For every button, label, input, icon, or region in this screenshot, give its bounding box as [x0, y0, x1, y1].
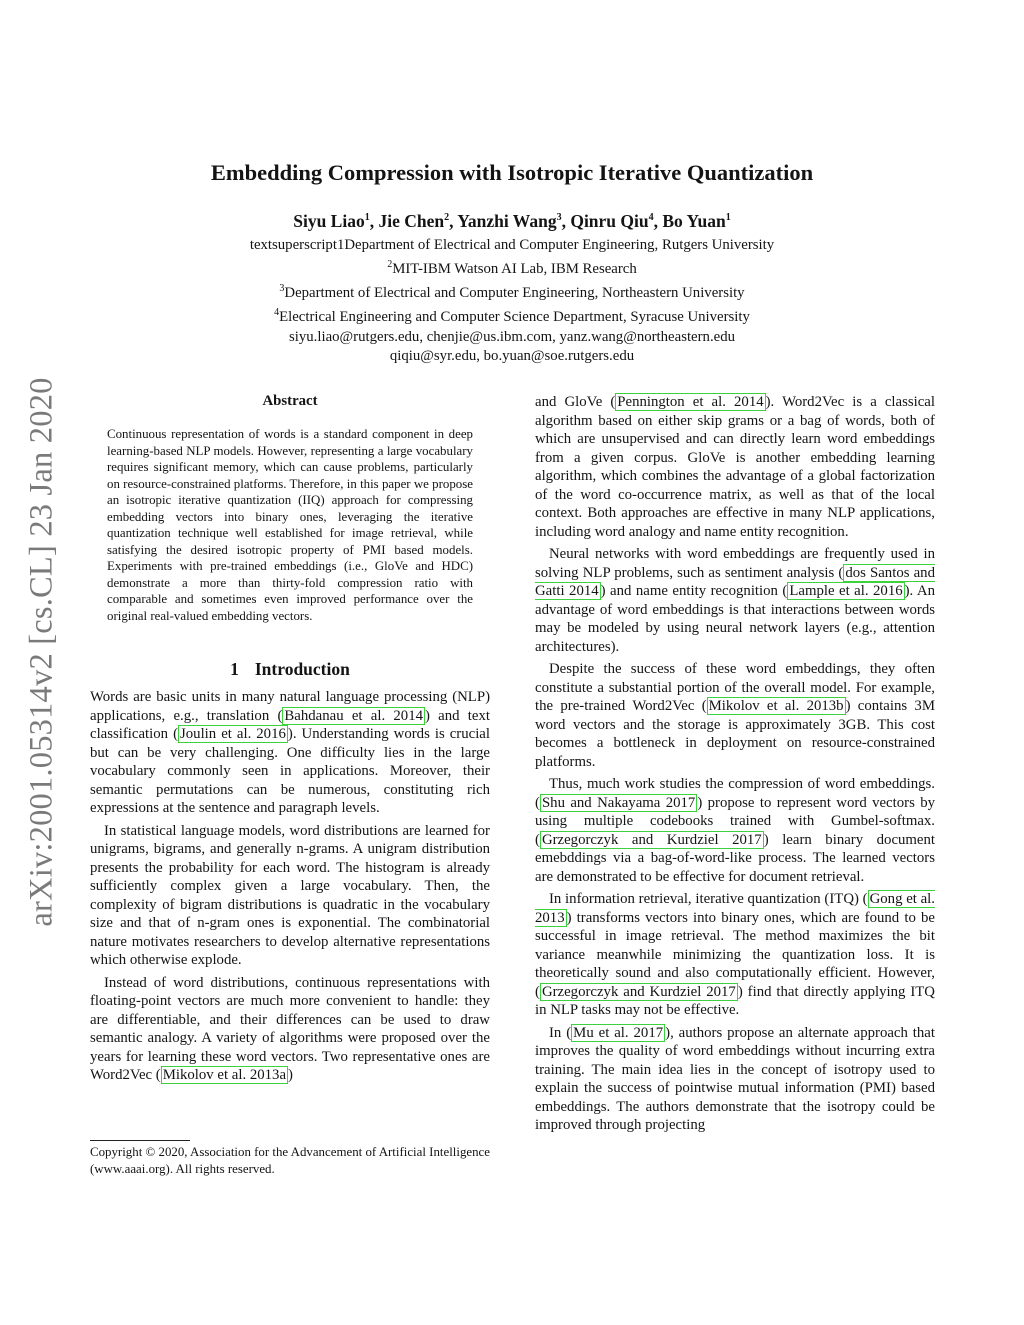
- affiliation-text: Electrical Engineering and Computer Science Department, Syracuse University: [279, 309, 750, 326]
- paragraph-text: In (: [549, 1024, 572, 1041]
- author-name: Bo Yuan: [662, 211, 726, 231]
- author-affiliation-mark: 1: [364, 212, 370, 224]
- author-name: Jie Chen: [378, 211, 445, 231]
- left-body: [90, 688, 490, 1085]
- affiliation-text: siyu.liao@rutgers.edu, chenjie@us.ibm.com, yanz.wang@northeastern.edu: [288, 328, 736, 345]
- paragraph-text: ) find that directly applying ITQ in NLP tasks may not be effective.: [535, 983, 935, 1018]
- author-affiliation-mark: 2: [444, 212, 450, 224]
- arxiv-identifier: arXiv:2001.05314v2 [cs.CL] 23 Jan 2020: [23, 377, 60, 927]
- paragraph-text: ): [288, 1067, 293, 1083]
- affiliation-text: Department of Electrical and Computer Engineering, Northeastern University: [284, 285, 745, 302]
- arxiv-side-label-container: [22, 362, 62, 942]
- citation-link[interactable]: Grzegorczyk and Kurdziel 2017: [541, 831, 762, 848]
- author-separator: ,: [561, 211, 571, 231]
- paragraph-text: ) contains 3M word vectors and the storage is approximately 3GB. This cost becomes a bottleneck in deployment on resource-constrained platforms.: [535, 698, 935, 770]
- author-separator: ,: [653, 211, 663, 231]
- body-paragraph: [535, 775, 935, 886]
- body-paragraph: [535, 660, 935, 771]
- paragraph-text: and GloVe (: [535, 394, 616, 410]
- citation-link[interactable]: Joulin et al. 2016: [180, 726, 286, 742]
- paragraph-text: ). Understanding words is crucial but can be very challenging. One difficulty lies in the large vocabulary commonly seen in applications. Moreover, their semantic permutations can be numerous, constituting rich expressions at the sentence and paragraph levels.: [90, 726, 490, 816]
- body-paragraph: [535, 393, 935, 541]
- paragraph-text: Instead of word distributions, continuous representations with floating-point vectors are much more convenient to handle: they are differentiable, and their differences can be used to draw semantic analogy. A variety of algorithms were proposed over the years for learning these word vectors. Two representative ones are Word2Vec (: [90, 974, 490, 1083]
- paragraph-text: In statistical language models, word distributions are learned for unigrams, bigrams, and generally n-grams. A unigram distribution presents the probability for each word. The histogram is already sufficiently complex given a large vocabulary. Then, the complexity of bigram distributions is quadratic in the vocabulary size and that of n-gram ones is exponential. The combinatorial nature motivates researchers to develop alternative representations which otherwise explode.: [90, 822, 490, 968]
- left-column: [90, 393, 490, 1089]
- body-paragraph: [535, 545, 935, 656]
- paragraph-text: ) and name entity recognition (: [600, 583, 788, 599]
- body-paragraph: [90, 822, 490, 970]
- citation-link[interactable]: Mikolov et al. 2013b: [708, 698, 844, 714]
- citation-link[interactable]: Gong et al. 2013: [535, 891, 935, 926]
- citation-link[interactable]: Mikolov et al. 2013a: [162, 1067, 287, 1083]
- affiliation-line: [0, 279, 1024, 303]
- paragraph-text: ) and text classification (: [90, 707, 490, 742]
- section-heading: [90, 659, 490, 680]
- citation-link[interactable]: Bahdanau et al. 2014: [284, 707, 423, 724]
- affiliation-text: MIT-IBM Watson AI Lab, IBM Research: [392, 261, 637, 278]
- section-title: Introduction: [254, 659, 350, 679]
- author-separator: ,: [449, 211, 458, 231]
- footnote-rule: [90, 1140, 190, 1141]
- affiliation-line: [0, 255, 1024, 279]
- citation-link[interactable]: Mu et al. 2017: [573, 1024, 664, 1041]
- affiliation-list: [0, 236, 1024, 366]
- section-number: 1: [230, 659, 239, 679]
- paragraph-text: Thus, much work studies the compression of word embeddings. (: [535, 776, 935, 811]
- paragraph-text: ) learn binary document emebddings via a bag-of-word-like process. The learned vectors are demonstrated to be effective for document retrieval.: [535, 831, 936, 885]
- paragraph-text: Neural networks with word embeddings are frequently used in solving NLP problems, such as sentiment analysis (: [535, 546, 935, 581]
- affiliation-mark: 3: [279, 283, 285, 295]
- author-list: [0, 211, 1024, 232]
- body-paragraph: [90, 974, 490, 1085]
- author-name: Qinru Qiu: [570, 211, 649, 231]
- body-paragraph: [90, 688, 490, 818]
- right-column: [535, 393, 935, 1139]
- affiliation-text: textsuperscript1Department of Electrical and Computer Engineering, Rutgers University: [249, 237, 775, 253]
- author-affiliation-mark: 1: [725, 212, 731, 224]
- author-affiliation-mark: 4: [648, 212, 654, 224]
- paragraph-text: ). An advantage of word embeddings is that interactions between words may be modeled by using neural network layers (e.g., attention architectures).: [535, 583, 935, 655]
- affiliation-line: [0, 347, 1024, 366]
- citation-link[interactable]: Pennington et al. 2014: [617, 394, 764, 410]
- abstract-heading: Abstract: [262, 393, 318, 409]
- paragraph-text: Despite the success of these word embeddings, they often constitute a substantial portion of the overall model. For example, the pre-trained Word2Vec (: [535, 661, 935, 714]
- author-separator: ,: [369, 211, 379, 231]
- paragraph-text: ). Word2Vec is a classical algorithm based on either skip grams or a bag of words, both of which are unsupervised and can directly learn word embeddings from a given corpus. GloVe is another embedding learning algorithm, which combines the advantage of a global factorization of the word co-occurrence matrix, as well as that of the local context. Both approaches are effective in many NLP applications, including word analogy and name entity recognition.: [535, 394, 935, 540]
- citation-link[interactable]: Grzegorczyk and Kurdziel 2017: [541, 983, 736, 1000]
- affiliation-text: qiqiu@syr.edu, bo.yuan@soe.rutgers.edu: [389, 347, 635, 364]
- copyright-footnote: Copyright © 2020, Association for the Advancement of Artificial Intelligence (www.aaai.org). All rights reserved.: [90, 1145, 490, 1176]
- paragraph-text: ), authors propose an alternate approach that improves the quality of word embeddings without incurring extra training. The main idea lies in the concept of isotropy used to explain the success of pointwise mutual information (PMI) based embeddings. The authors demonstrate that the isotropy could be improved through projecting: [535, 1024, 935, 1133]
- right-body: [535, 393, 935, 1135]
- paper-title: Embedding Compression with Isotropic Iterative Quantization: [210, 160, 814, 185]
- paragraph-text: Words are basic units in many natural language processing (NLP) applications, e.g., translation (: [90, 689, 490, 724]
- affiliation-mark: 4: [274, 307, 280, 319]
- affiliation-line: [0, 236, 1024, 255]
- citation-link[interactable]: Lample et al. 2016: [789, 583, 903, 599]
- paragraph-text: ) propose to represent word vectors by using multiple codebooks trained with Gumbel-softmax. (: [535, 794, 935, 848]
- citation-link[interactable]: dos Santos and Gatti 2014: [535, 564, 935, 599]
- affiliation-line: [0, 303, 1024, 327]
- author-name: Siyu Liao: [293, 211, 365, 231]
- citation-link[interactable]: Shu and Nakayama 2017: [541, 794, 696, 811]
- affiliation-line: [0, 328, 1024, 347]
- body-paragraph: [535, 1024, 935, 1135]
- paragraph-text: In information retrieval, iterative quantization (ITQ) (: [549, 891, 868, 907]
- affiliation-mark: 2: [387, 259, 393, 271]
- paragraph-text: ) transforms vectors into binary ones, which are found to be successful in image retrieval. The method maximizes the bit variance meanwhile minimizing the quantization loss. It is theoretically sound and also computationally efficient. However, (: [535, 909, 935, 1000]
- abstract-text: Continuous representation of words is a standard component in deep learning-based NLP models. However, representing a large vocabulary requires significant memory, which can cause problems, particularly on resource-constrained platforms. Therefore, in this paper we propose an isotropic iterative quantization (IIQ) approach for compressing embedding vectors into binary ones, leveraging the iterative quantization technique well established for image retrieval, while satisfying the desired isotropic property of PMI based models. Experiments with pre-trained embeddings (i.e., GloVe and HDC) demonstrate a more than thirty-fold compression ratio with comparable and sometimes even improved performance over the original real-valued embedding vectors.: [107, 427, 473, 623]
- author-affiliation-mark: 3: [556, 212, 562, 224]
- author-name: Yanzhi Wang: [457, 211, 557, 231]
- body-paragraph: [535, 890, 935, 1020]
